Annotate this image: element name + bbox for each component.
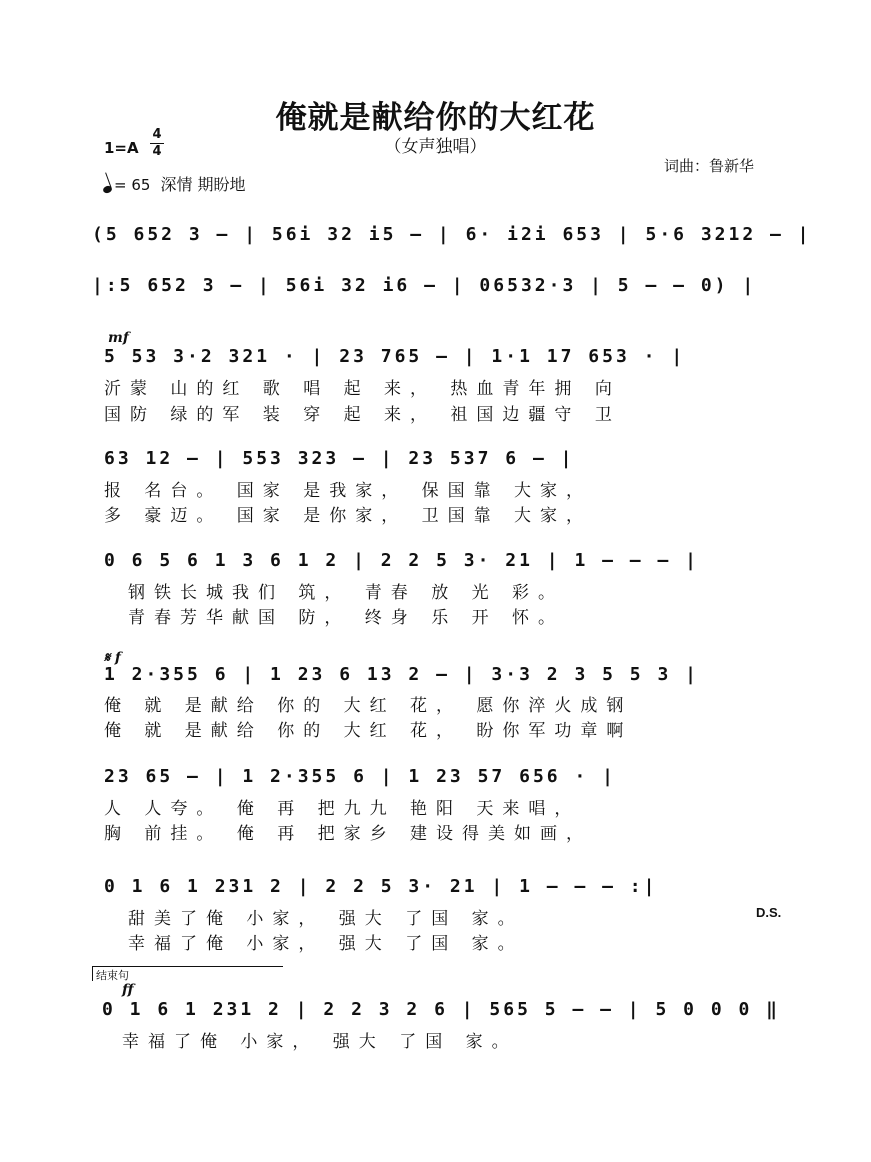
quarter-note-icon — [102, 185, 113, 195]
lyric-line-8: 俺 就 是献给 你的 大红 花， 盼你军功章啊 — [104, 721, 633, 741]
song-title: 俺就是献给你的大红花 — [275, 100, 596, 136]
lyric-line-11: 甜美了俺 小家， 强大 了国 家。 — [128, 909, 524, 929]
lyric-line-4: 多 豪迈。 国家 是你家， 卫国靠 大家， — [104, 506, 593, 526]
lyric-line-9: 人 人夸。 俺 再 把九九 艳阳 天来唱， — [104, 799, 581, 819]
author-credit: 词曲：鲁新华 — [664, 157, 755, 175]
score-line-3: 5 53 3·2 321 · | 23 765 – | 1·1 17 653 · | — [104, 346, 686, 367]
meter-top: 4 — [152, 127, 162, 142]
score-line-2: |:5 652 3 – | 56i 32 i6 – | 06532·3 | 5 – – 0) | — [92, 275, 757, 296]
tempo-marking — [103, 172, 246, 195]
lyric-line-3: 报 名台。 国家 是我家， 保国靠 大家， — [104, 481, 593, 501]
lyric-line-2: 国防 绿的军 装 穿 起 来， 祖国边疆守 卫 — [104, 405, 621, 425]
score-line-8: 0 1 6 1 231 2 | 2 2 5 3· 21 | 1 – – – :| — [104, 876, 658, 897]
key-signature: 1=A — [104, 139, 139, 157]
ending-label: 结束句 — [96, 969, 129, 982]
lyric-line-6: 青春芳华献国 防， 终身 乐 开 怀。 — [128, 608, 565, 628]
dynamic-mf: mf — [108, 330, 129, 346]
score-line-5: 0 6 5 6 1 3 6 1 2 | 2 2 5 3· 21 | 1 – – – | — [104, 550, 699, 571]
tempo-expression: 深情 期盼地 — [160, 175, 246, 194]
lyric-line-7: 俺 就 是献给 你的 大红 花， 愿你淬火成钢 — [104, 696, 633, 716]
lyric-line-5: 钢铁长城我们 筑， 青春 放 光 彩。 — [128, 583, 565, 603]
dal-segno-mark: D.S. — [756, 905, 782, 920]
lyric-line-12: 幸福了俺 小家， 强大 了国 家。 — [128, 934, 524, 954]
lyric-line-1: 沂蒙 山的红 歌 唱 起 来， 热血青年拥 向 — [104, 379, 621, 399]
score-line-6: 1 2·355 6 | 1 23 6 13 2 – | 3·3 2 3 5 5 3 | — [104, 664, 699, 685]
song-subtitle: （女声独唱） — [384, 137, 487, 157]
score-line-1: (5 652 3 – | 56i 32 i5 – | 6· i2i 653 | 5·6 3212 – | — [92, 224, 812, 245]
lyric-line-10: 胸 前挂。 俺 再 把家乡 建设得美如画， — [104, 824, 593, 844]
lyric-line-13: 幸福了俺 小家， 强大 了国 家。 — [122, 1032, 518, 1052]
score-line-9: 0 1 6 1 231 2 | 2 2 3 2 6 | 565 5 – – | 5 0 0 0 ‖ — [102, 999, 781, 1020]
dynamic-ff: ff — [122, 982, 134, 998]
tempo-value: = 65 — [114, 176, 151, 194]
segno-forte-mark: 𝄋 f — [104, 650, 121, 666]
meter-bottom: 4 — [152, 144, 162, 159]
score-line-4: 63 12 – | 553 323 – | 23 537 6 – | — [104, 448, 575, 469]
time-signature — [150, 128, 164, 159]
score-line-7: 23 65 – | 1 2·355 6 | 1 23 57 656 · | — [104, 766, 616, 787]
